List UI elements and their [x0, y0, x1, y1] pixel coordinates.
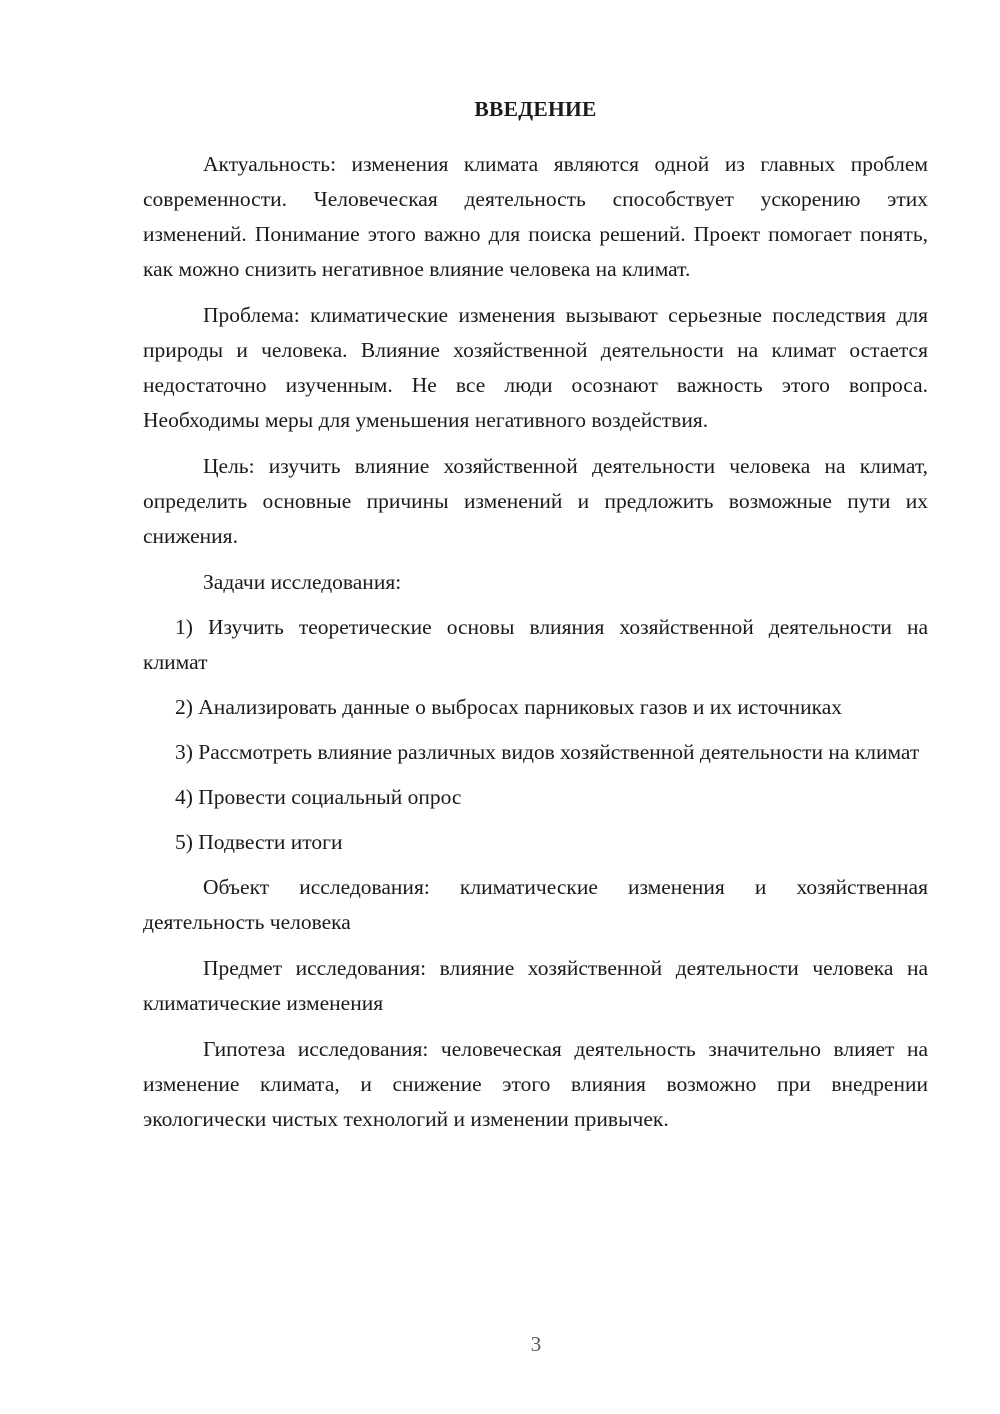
problem-paragraph: Проблема: климатические изменения вызывают серьезные последствия для природы и человека. Влияние хозяйственной деятельности на климат остается недостаточно изученным. Не все люди осознают важность этого вопроса. Необходимы меры для уменьшения негативного воздействия. — [143, 303, 928, 432]
goal-paragraph: Цель: изучить влияние хозяйственной деятельности человека на климат, определить основные причины изменений и предложить возможные пути их снижения. — [143, 454, 928, 548]
object-paragraph: Объект исследования: климатические изменения и хозяйственная деятельность человека — [143, 875, 928, 934]
page-title: ВВЕДЕНИЕ — [474, 97, 597, 121]
list-item: 5) Подвести итоги — [175, 830, 343, 854]
hypothesis-paragraph: Гипотеза исследования: человеческая деятельность значительно влияет на изменение климата, и снижение этого влияния возможно при внедрении экологически чистых технологий и изменении привычек. — [143, 1037, 928, 1131]
document-page — [143, 92, 928, 1148]
tasks-heading: Задачи исследования: — [203, 570, 402, 594]
list-item: 2) Анализировать данные о выбросах парниковых газов и их источниках — [175, 695, 842, 719]
page-number: 3 — [530, 1332, 542, 1356]
subject-paragraph: Предмет исследования: влияние хозяйственной деятельности человека на климатические изменения — [143, 956, 928, 1015]
list-item: 3) Рассмотреть влияние различных видов хозяйственной деятельности на климат — [175, 740, 920, 764]
relevance-paragraph: Актуальность: изменения климата являются одной из главных проблем современности. Человеческая деятельность способствует ускорению этих изменений. Понимание этого важно для поиска решений. Проект помогает понять, как можно снизить негативное влияние человека на климат. — [143, 152, 928, 281]
list-item: 4) Провести социальный опрос — [175, 785, 462, 809]
tasks-list — [143, 610, 928, 860]
list-item: 1) Изучить теоретические основы влияния хозяйственной деятельности на климат — [143, 615, 928, 674]
